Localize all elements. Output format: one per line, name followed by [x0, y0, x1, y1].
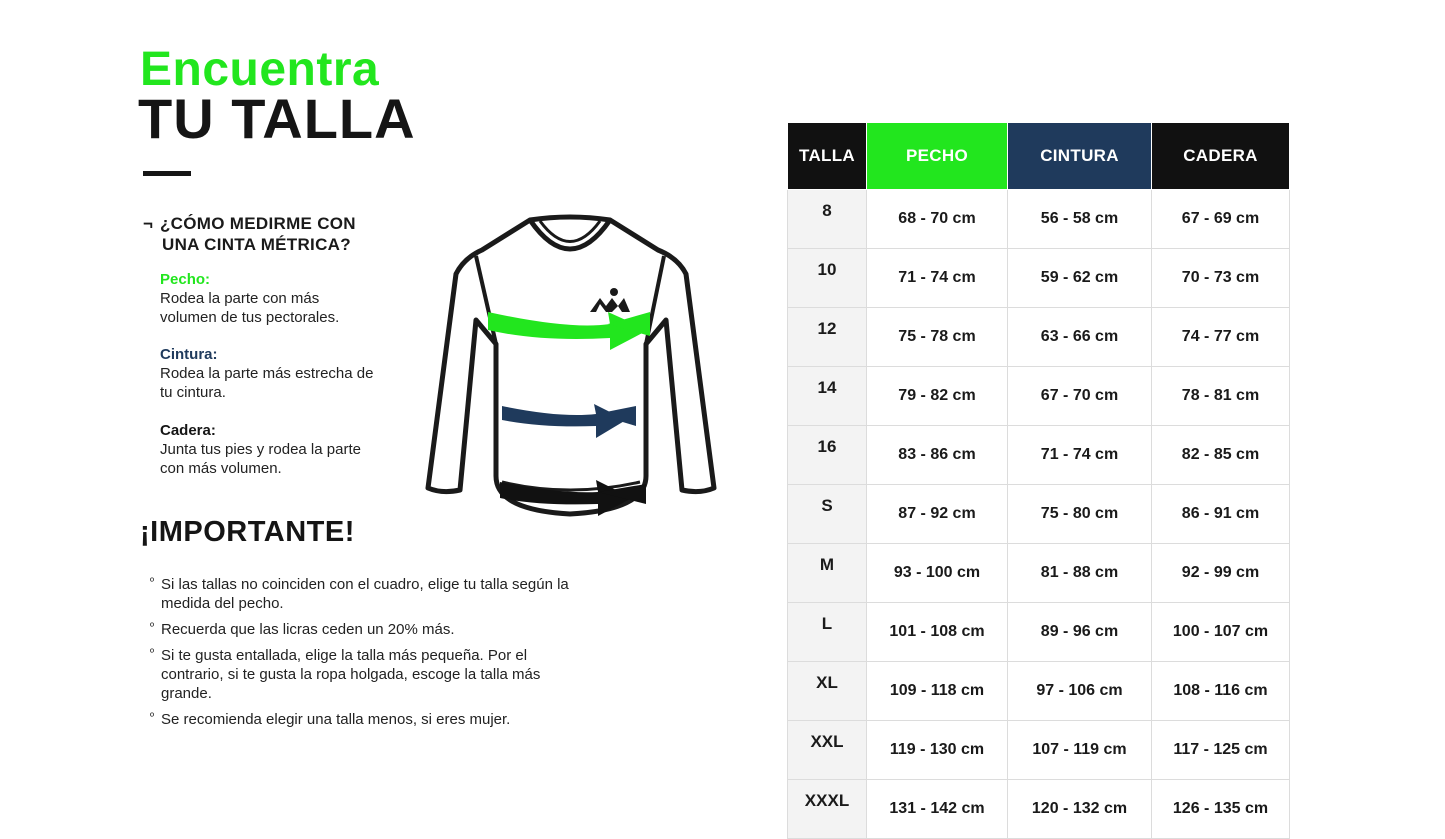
- important-notes: [150, 575, 570, 736]
- cell-cintura: 63 - 66 cm: [1008, 308, 1152, 367]
- important-heading: ¡IMPORTANTE!: [140, 516, 355, 548]
- cell-talla: 16: [788, 426, 867, 485]
- measure-cadera: [160, 421, 375, 478]
- cell-talla: 14: [788, 367, 867, 426]
- cell-pecho: 109 - 118 cm: [867, 662, 1008, 721]
- cell-cadera: 108 - 116 cm: [1152, 662, 1290, 721]
- cell-cadera: 126 - 135 cm: [1152, 780, 1290, 839]
- cell-cintura: 120 - 132 cm: [1008, 780, 1152, 839]
- table-row: [788, 426, 1290, 485]
- cell-cadera: 74 - 77 cm: [1152, 308, 1290, 367]
- title-encuentra: Encuentra: [140, 43, 380, 96]
- cell-cintura: 107 - 119 cm: [1008, 721, 1152, 780]
- cell-pecho: 79 - 82 cm: [867, 367, 1008, 426]
- cell-talla: L: [788, 603, 867, 662]
- cell-cintura: 81 - 88 cm: [1008, 544, 1152, 603]
- shirt-diagram-icon: [420, 212, 720, 524]
- cell-cadera: 117 - 125 cm: [1152, 721, 1290, 780]
- title-tu-talla: TU TALLA: [138, 87, 416, 150]
- list-item: [150, 710, 570, 729]
- note-text: Si te gusta entallada, elige la talla más pequeña. Por el contrario, si te gusta la ropa holgada, escoge la talla más grande.: [161, 647, 541, 702]
- howto-heading-line1: ¿CÓMO MEDIRME CON: [160, 214, 356, 233]
- heading-mark: ¬: [143, 214, 154, 233]
- cell-pecho: 131 - 142 cm: [867, 780, 1008, 839]
- measure-cadera-label: Cadera:: [160, 422, 216, 439]
- cell-talla: XXXL: [788, 780, 867, 839]
- header-cadera: CADERA: [1152, 123, 1290, 190]
- cell-pecho: 68 - 70 cm: [867, 190, 1008, 249]
- cell-cadera: 78 - 81 cm: [1152, 367, 1290, 426]
- howto-heading: [143, 213, 356, 255]
- measure-pecho-label: Pecho:: [160, 271, 211, 288]
- table-row: [788, 367, 1290, 426]
- list-item: [150, 575, 570, 613]
- cell-cadera: 82 - 85 cm: [1152, 426, 1290, 485]
- cell-talla: XL: [788, 662, 867, 721]
- note-bullet: º: [150, 711, 155, 723]
- cell-cintura: 71 - 74 cm: [1008, 426, 1152, 485]
- cell-pecho: 75 - 78 cm: [867, 308, 1008, 367]
- cell-cintura: 67 - 70 cm: [1008, 367, 1152, 426]
- cell-pecho: 83 - 86 cm: [867, 426, 1008, 485]
- note-bullet: º: [150, 647, 155, 659]
- note-text: Si las tallas no coinciden con el cuadro, elige tu talla según la medida del pecho.: [161, 576, 569, 612]
- shirt-outline: [428, 217, 714, 514]
- measure-pecho-desc: Rodea la parte con más volumen de tus pectorales.: [160, 290, 340, 326]
- cell-talla: 8: [788, 190, 867, 249]
- title-divider: [143, 171, 191, 176]
- size-table: [787, 122, 1290, 839]
- cell-pecho: 101 - 108 cm: [867, 603, 1008, 662]
- table-header-row: [788, 123, 1290, 190]
- note-bullet: º: [150, 576, 155, 588]
- cell-talla: 12: [788, 308, 867, 367]
- measure-cintura-desc: Rodea la parte más estrecha de tu cintura.: [160, 365, 374, 401]
- cell-cadera: 70 - 73 cm: [1152, 249, 1290, 308]
- list-item: [150, 646, 570, 703]
- note-bullet: º: [150, 621, 155, 633]
- note-text: Recuerda que las licras ceden un 20% más.: [161, 621, 455, 638]
- header-cintura: CINTURA: [1008, 123, 1152, 190]
- cell-talla: 10: [788, 249, 867, 308]
- cell-pecho: 119 - 130 cm: [867, 721, 1008, 780]
- measure-cadera-desc: Junta tus pies y rodea la parte con más volumen.: [160, 441, 361, 477]
- measure-cintura-label: Cintura:: [160, 346, 218, 363]
- cell-talla: M: [788, 544, 867, 603]
- table-row: [788, 662, 1290, 721]
- size-table-body: [788, 190, 1290, 839]
- cell-cadera: 100 - 107 cm: [1152, 603, 1290, 662]
- cell-talla: XXL: [788, 721, 867, 780]
- measure-cintura: [160, 345, 375, 402]
- note-text: Se recomienda elegir una talla menos, si eres mujer.: [161, 711, 511, 728]
- cell-cintura: 56 - 58 cm: [1008, 190, 1152, 249]
- cell-cadera: 92 - 99 cm: [1152, 544, 1290, 603]
- table-row: [788, 308, 1290, 367]
- cell-pecho: 71 - 74 cm: [867, 249, 1008, 308]
- cell-cintura: 97 - 106 cm: [1008, 662, 1152, 721]
- cell-cadera: 86 - 91 cm: [1152, 485, 1290, 544]
- howto-heading-line2: UNA CINTA MÉTRICA?: [162, 235, 351, 254]
- table-row: [788, 249, 1290, 308]
- list-item: [150, 620, 570, 639]
- measure-pecho: [160, 270, 375, 327]
- cell-talla: S: [788, 485, 867, 544]
- table-row: [788, 544, 1290, 603]
- header-talla: TALLA: [788, 123, 867, 190]
- cell-cadera: 67 - 69 cm: [1152, 190, 1290, 249]
- table-row: [788, 485, 1290, 544]
- header-pecho: PECHO: [867, 123, 1008, 190]
- cell-pecho: 87 - 92 cm: [867, 485, 1008, 544]
- table-row: [788, 721, 1290, 780]
- cell-pecho: 93 - 100 cm: [867, 544, 1008, 603]
- table-row: [788, 603, 1290, 662]
- table-row: [788, 780, 1290, 839]
- cell-cintura: 59 - 62 cm: [1008, 249, 1152, 308]
- cell-cintura: 89 - 96 cm: [1008, 603, 1152, 662]
- cell-cintura: 75 - 80 cm: [1008, 485, 1152, 544]
- table-row: [788, 190, 1290, 249]
